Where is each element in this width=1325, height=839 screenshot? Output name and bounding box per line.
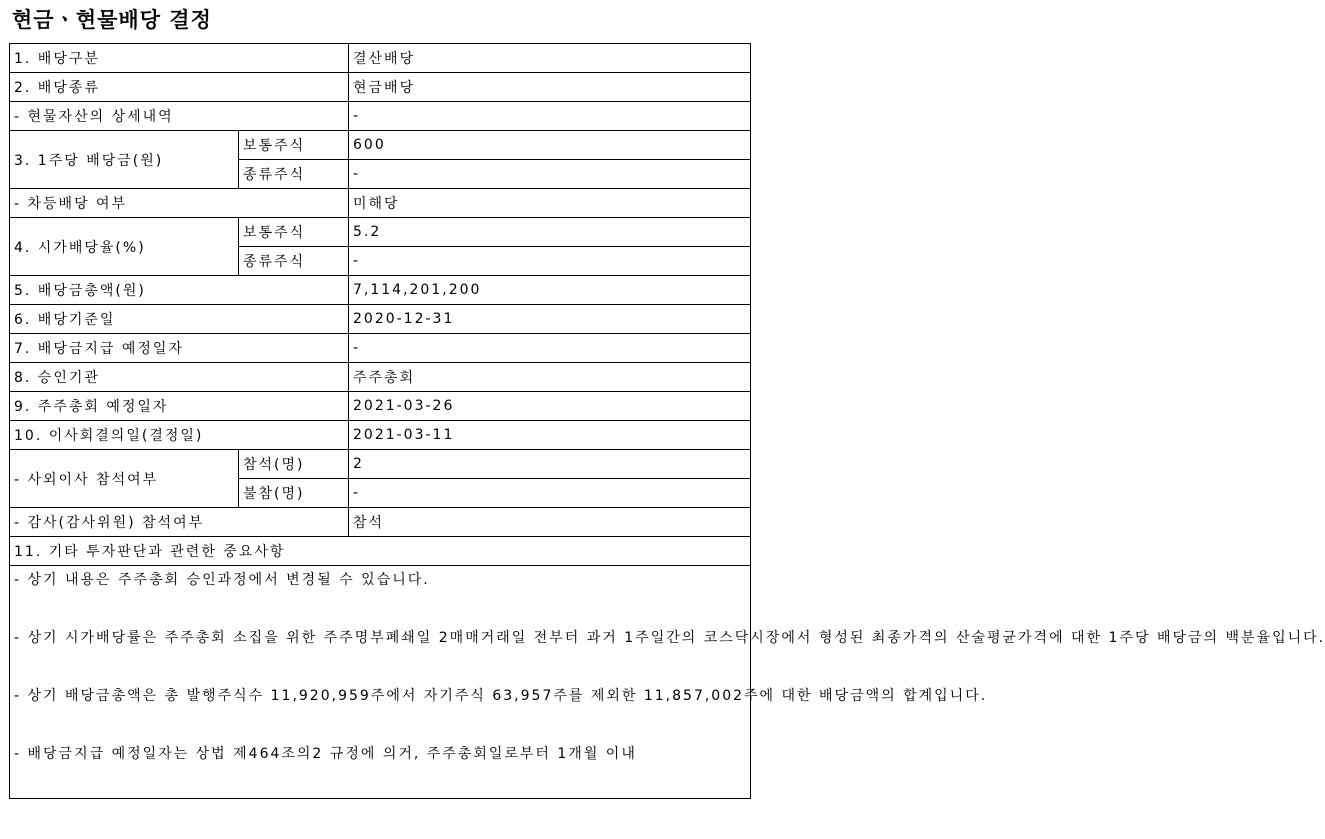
row-sublabel: 보통주식 [239, 218, 349, 247]
row-label: 4. 시가배당율(%) [10, 218, 239, 276]
note-paragraph: - 상기 내용은 주주총회 승인과정에서 변경될 수 있습니다. [14, 572, 430, 588]
row-label: 8. 승인기관 [10, 363, 349, 392]
row-value: 미해당 [349, 189, 751, 218]
row-label: - 감사(감사위원) 참석여부 [10, 508, 349, 537]
row-value: 2021-03-26 [349, 392, 751, 421]
table-row [10, 276, 751, 305]
row-value: - [349, 334, 751, 363]
row-label: - 사외이사 참석여부 [10, 450, 239, 508]
note-paragraph: - 상기 배당금총액은 총 발행주식수 11,920,959주에서 자기주식 63,957주를 제외한 11,857,002주에 대한 배당금액의 합계입니다. [14, 688, 988, 704]
notes-cell [10, 566, 1325, 799]
row-value: 참석 [349, 508, 751, 537]
table-row [10, 218, 751, 247]
row-value: - [349, 479, 751, 508]
row-value: 2020-12-31 [349, 305, 751, 334]
table-row [10, 334, 751, 363]
row-value: 주주총회 [349, 363, 751, 392]
row-label: 2. 배당종류 [10, 73, 349, 102]
table-row [10, 450, 751, 479]
row-label: 11. 기타 투자판단과 관련한 중요사항 [10, 537, 751, 566]
row-sublabel: 종류주식 [239, 160, 349, 189]
row-label: 10. 이사회결의일(결정일) [10, 421, 349, 450]
row-value: 5.2 [349, 218, 751, 247]
table-row [10, 44, 751, 73]
row-label: 7. 배당금지급 예정일자 [10, 334, 349, 363]
row-label: 6. 배당기준일 [10, 305, 349, 334]
page-title: 현금ㆍ현물배당 결정 [12, 8, 212, 32]
row-label: - 차등배당 여부 [10, 189, 349, 218]
row-value: 2 [349, 450, 751, 479]
row-value: 현금배당 [349, 73, 751, 102]
row-value: - [349, 102, 751, 131]
row-value: 결산배당 [349, 44, 751, 73]
table-row [10, 537, 751, 566]
dividend-table [9, 43, 1325, 799]
row-label: - 현물자산의 상세내역 [10, 102, 349, 131]
table-row [10, 102, 751, 131]
row-value: - [349, 160, 751, 189]
row-sublabel: 참석(명) [239, 450, 349, 479]
row-label: 1. 배당구분 [10, 44, 349, 73]
table-row [10, 392, 751, 421]
row-label: 5. 배당금총액(원) [10, 276, 349, 305]
table-row [10, 363, 751, 392]
row-sublabel: 불참(명) [239, 479, 349, 508]
note-paragraph: - 배당금지급 예정일자는 상법 제464조의2 규정에 의거, 주주총회일로부터 1개월 이내 [14, 746, 637, 762]
row-sublabel: 보통주식 [239, 131, 349, 160]
row-sublabel: 종류주식 [239, 247, 349, 276]
table-row [10, 73, 751, 102]
table-row [10, 131, 751, 160]
row-label: 9. 주주총회 예정일자 [10, 392, 349, 421]
row-value: 600 [349, 131, 751, 160]
row-value: 7,114,201,200 [349, 276, 751, 305]
table-row [10, 189, 751, 218]
notes-row [10, 566, 751, 799]
row-value: - [349, 247, 751, 276]
table-row [10, 421, 751, 450]
row-value: 2021-03-11 [349, 421, 751, 450]
row-label: 3. 1주당 배당금(원) [10, 131, 239, 189]
note-paragraph: - 상기 시가배당률은 주주총회 소집을 위한 주주명부폐쇄일 2매매거래일 전부터 과거 1주일간의 코스닥시장에서 형성된 최종가격의 산술평균가격에 대한 1주당 배당금의 백분율입니다. [14, 630, 1325, 646]
table-row [10, 305, 751, 334]
table-row [10, 508, 751, 537]
